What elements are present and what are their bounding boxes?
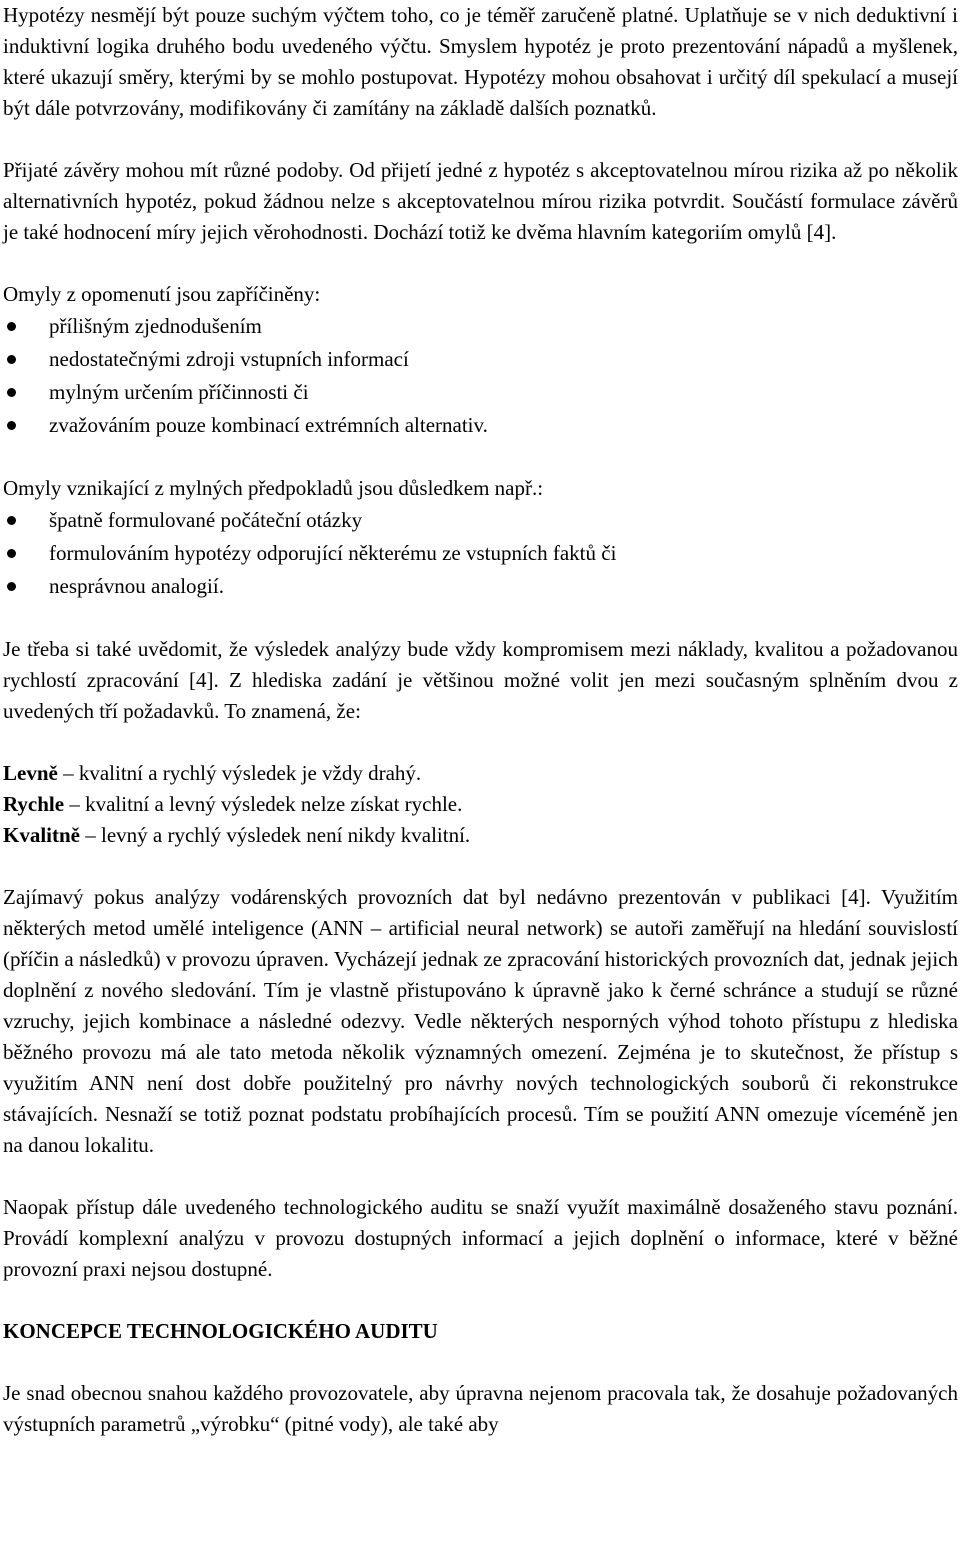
rule-text: – levný a rychlý výsledek není nikdy kvalitní. xyxy=(80,823,471,847)
list-item-text: přílišným zjednodušením xyxy=(49,314,262,338)
bullet-icon xyxy=(7,421,16,430)
list-item-text: formulováním hypotézy odporující některému ze vstupních faktů či xyxy=(49,541,617,565)
rule-term: Kvalitně xyxy=(3,823,80,847)
rule-term: Rychle xyxy=(3,792,65,816)
rule-term: Levně xyxy=(3,761,58,785)
list-item-text: nedostatečnými zdroji vstupních informací xyxy=(49,347,409,371)
list-item xyxy=(3,310,958,343)
bullet-icon xyxy=(7,355,16,364)
list-item-text: mylným určením příčinnosti či xyxy=(49,380,309,404)
paragraph-conclusions: Přijaté závěry mohou mít různé podoby. Od přijetí jedné z hypotéz s akceptovatelnou mírou rizika až po několik alternativních hypotéz, pokud žádnou nelze s akceptovatelnou mírou rizika potvrdit. Součástí formulace závěrů je také hodnocení míry jejich věrohodnosti. Dochází totiž ke dvěma hlavním kategoriím omylů [4]. xyxy=(3,158,958,244)
bullet-icon xyxy=(7,516,16,525)
assumption-errors-intro: Omyly vznikající z mylných předpokladů jsou důsledkem např.: xyxy=(3,476,544,500)
assumption-errors-list xyxy=(3,504,958,603)
paragraph-audit-approach: Naopak přístup dále uvedeného technologického auditu se snaží využít maximálně dosaženého stavu poznání. Provádí komplexní analýzu v provozu dostupných informací a jejich doplnění o informace, které v běžné provozní praxi nejsou dostupné. xyxy=(3,1195,958,1281)
omission-errors-list xyxy=(3,310,958,442)
paragraph-ann-analysis: Zajímavý pokus analýzy vodárenských provozních dat byl nedávno prezentován v publikaci [4]. Využitím některých metod umělé inteligence (ANN – artificial neural network) se autoři zaměřují na hledání souvislostí (příčin a následků) v provozu úpraven. Vycházejí jednak ze zpracování historických provozních dat, jednak jejich doplnění z nového sledování. Tím je vlastně přistupováno k úpravně jako k černé schránce a studují se různé vzruchy, jejich kombinace a následné odezvy. Vedle některých nesporných výhod tohoto přístupu z hlediska běžného provozu má ale tato metoda několik významných omezení. Zejména je to skutečnost, že přístup s využitím ANN není dost dobře použitelný pro návrhy nových technologických souborů či rekonstrukce stávajících. Nesnaží se totiž poznat podstatu probíhajících procesů. Tím se použití ANN omezuje víceméně jen na danou lokalitu. xyxy=(3,885,958,1157)
list-item-text: špatně formulované počáteční otázky xyxy=(49,508,363,532)
document-page xyxy=(3,0,958,1440)
rule-text: – kvalitní a levný výsledek nelze získat rychle. xyxy=(64,792,463,816)
list-item xyxy=(3,376,958,409)
paragraph-operator-goal: Je snad obecnou snahou každého provozovatele, aby úpravna nejenom pracovala tak, že dosahuje požadovaných výstupních parametrů „výrobku“ (pitné vody), ale také aby xyxy=(3,1381,958,1436)
bullet-icon xyxy=(7,388,16,397)
paragraph-compromise: Je třeba si také uvědomit, že výsledek analýzy bude vždy kompromisem mezi náklady, kvalitou a požadovanou rychlostí zpracování [4]. Z hlediska zadání je většinou možné volit jen mezi současným splněním dvou z uvedených tří požadavků. To znamená, že: xyxy=(3,637,958,723)
rule-row xyxy=(3,820,958,851)
bullet-icon xyxy=(7,322,16,331)
list-item xyxy=(3,537,958,570)
tradeoff-rules xyxy=(3,758,958,851)
bullet-icon xyxy=(7,549,16,558)
list-item-text: nesprávnou analogií. xyxy=(49,574,224,598)
list-item xyxy=(3,409,958,442)
list-item xyxy=(3,504,958,537)
rule-text: – kvalitní a rychlý výsledek je vždy drahý. xyxy=(57,761,422,785)
section-heading: KONCEPCE TECHNOLOGICKÉHO AUDITU xyxy=(3,1319,438,1343)
rule-row xyxy=(3,789,958,820)
list-item xyxy=(3,343,958,376)
paragraph-hypotheses: Hypotézy nesmějí být pouze suchým výčtem toho, co je téměř zaručeně platné. Uplatňuje se v nich deduktivní i induktivní logika druhého bodu uvedeného výčtu. Smyslem hypotéz je proto prezentování nápadů a myšlenek, které ukazují směry, kterými by se mohlo postupovat. Hypotézy mohou obsahovat i určitý díl spekulací a musejí být dále potvrzovány, modifikovány či zamítány na základě dalších poznatků. xyxy=(3,3,958,120)
bullet-icon xyxy=(7,582,16,591)
list-item xyxy=(3,570,958,603)
list-item-text: zvažováním pouze kombinací extrémních alternativ. xyxy=(49,413,488,437)
omission-errors-intro: Omyly z opomenutí jsou zapříčiněny: xyxy=(3,282,321,306)
rule-row xyxy=(3,758,958,789)
